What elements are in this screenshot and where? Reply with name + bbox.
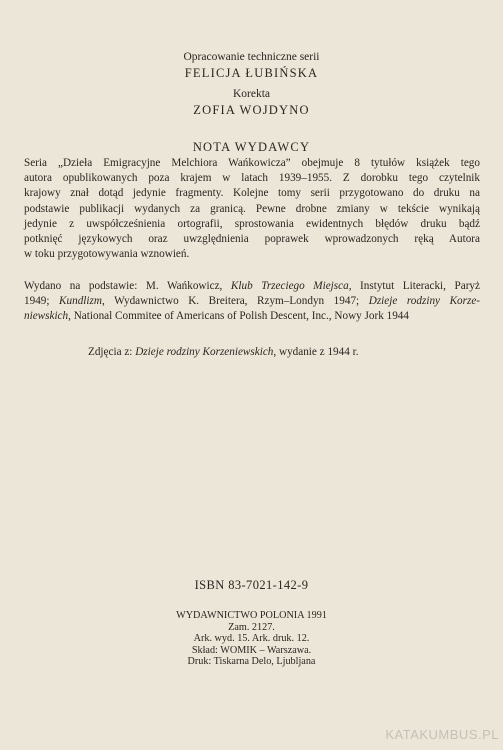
colophon-line: Druk: Tiskarna Delo, Ljubljana: [187, 656, 316, 668]
sources-line-2: 1949; Kundlizm, Wydawnictwo K. Breitera, Rzym–Londyn 1947; Dzieje rodziny Korze-: [24, 295, 481, 308]
photos-credit: Zdjęcia z: Dzieje rodziny Korzeniewskich, wydanie z 1944 r.: [88, 346, 359, 358]
sources-line-1: Wydano na podstawie: M. Wańkowicz, Klub Trzeciego Miejsca, Instytut Literacki, Paryż: [24, 280, 480, 292]
publisher-note-heading: NOTA WYDAWCY: [192, 140, 311, 154]
note-line: w toku przygotowywania wznowień.: [24, 248, 190, 261]
note-line: krajowy znał dotąd jedynie fragmenty. Kolejne tomy serii przygotowano do druku na: [24, 187, 480, 200]
proofreader-label: Korekta: [232, 88, 271, 100]
colophon-line: WYDAWNICTWO POLONIA 1991: [176, 610, 327, 621]
note-line: potknięć językowych oraz uwzględnienia poprawek wprowadzonych ręką Autora: [24, 233, 480, 246]
note-line: podstawie publikacji wydanych za granicą. Pewne drobne zmiany w tekście wynikają: [24, 202, 480, 215]
tech-editor-label: Opracowanie techniczne serii: [183, 51, 320, 63]
tech-editor-name: FELICJA ŁUBIŃSKA: [184, 66, 319, 80]
colophon-line: Ark. wyd. 15. Ark. druk. 12.: [193, 633, 310, 645]
note-line: Seria „Dzieła Emigracyjne Melchiora Wańkowicza” obejmuje 8 tytułów książek tego: [24, 157, 480, 169]
colophon-line: Skład: WOMIK – Warszawa.: [191, 644, 312, 656]
isbn: ISBN 83-7021-142-9: [194, 578, 309, 592]
colophon-line: Zam. 2127.: [228, 621, 275, 633]
colophon: [0, 610, 503, 668]
proofreader-name: ZOFIA WOJDYNO: [193, 103, 310, 117]
watermark: KATAKUMBUS.PL: [385, 727, 499, 742]
sources-paragraph: [24, 279, 480, 325]
note-line: autora opublikowanych poza krajem w latach 1939–1955. Z dorobku tego czytelnik: [24, 172, 480, 185]
publisher-note-body: [24, 156, 480, 262]
sources-line-3: niewskich, National Commitee of Americans of Polish Descent, Inc., Nowy Jork 1944: [24, 310, 409, 323]
note-line: jedynie z uwspółcześnienia ortografii, sprostowania ewidentnych błędów druku bądź: [24, 217, 480, 230]
